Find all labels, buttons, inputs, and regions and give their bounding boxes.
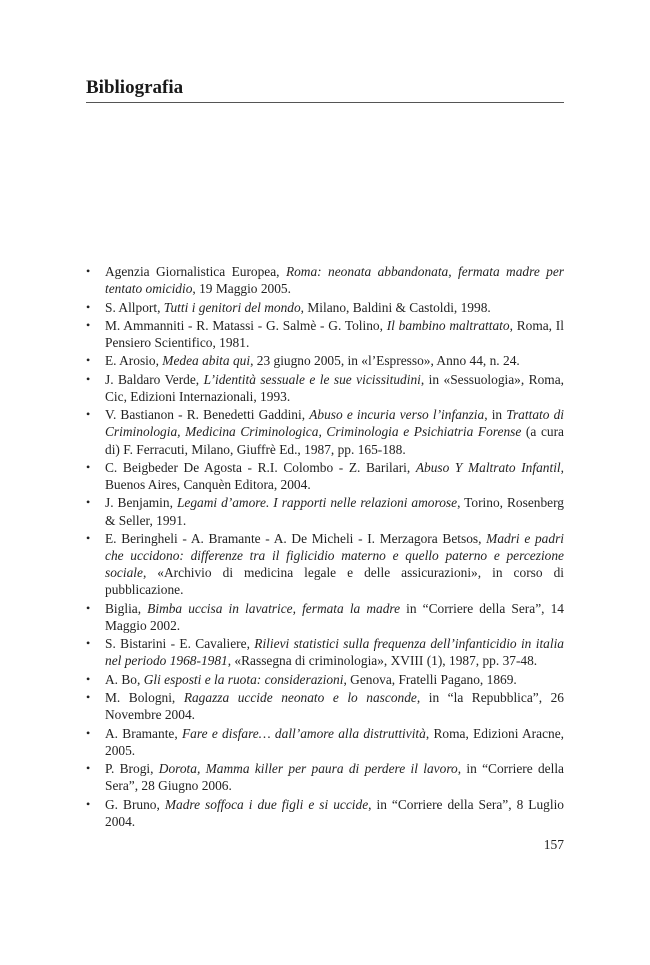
bib-entry bbox=[86, 406, 564, 458]
bullet-icon: • bbox=[86, 264, 91, 278]
bib-entry bbox=[86, 530, 564, 599]
bib-text: , Torino, Rosenberg & Seller, 1991. bbox=[105, 495, 565, 528]
bib-text: , Roma, Il Pensiero Scientifico, 1981. bbox=[105, 317, 564, 350]
bib-entry bbox=[86, 299, 564, 316]
bib-text: , «Rassegna di criminologia», XVIII (1), 1987, pp. 37-48. bbox=[227, 653, 538, 669]
bib-text: , in “Corriere della Sera”, 8 Luglio 2004. bbox=[105, 796, 564, 829]
bullet-icon: • bbox=[86, 725, 91, 740]
bib-text: , in “Corriere della Sera”, 28 Giugno 2006. bbox=[105, 761, 564, 794]
bib-title: Abuso e incuria verso l’infanzia bbox=[309, 407, 485, 423]
bib-title: Bimba uccisa in lavatrice, fermata la madre bbox=[147, 600, 401, 616]
bib-entry bbox=[86, 760, 564, 794]
bullet-icon: • bbox=[86, 796, 91, 811]
bib-entry bbox=[86, 689, 564, 723]
bib-text: Biglia, bbox=[105, 600, 148, 616]
bib-text: , in bbox=[484, 407, 507, 423]
bib-title: Roma: neonata abbandonata, fermata madre per tentato omicidio bbox=[105, 264, 565, 297]
bib-text: , Roma, Edizioni Aracne, 2005. bbox=[105, 725, 565, 758]
title-rule bbox=[86, 102, 564, 103]
bib-entry bbox=[86, 796, 564, 830]
bullet-icon: • bbox=[86, 407, 91, 422]
bib-text: in “Corriere della Sera”, 14 Maggio 2002. bbox=[105, 600, 564, 633]
bib-entry bbox=[86, 600, 564, 634]
bullet-icon: • bbox=[86, 371, 91, 386]
bullet-icon: • bbox=[86, 600, 91, 615]
page-title: Bibliografia bbox=[86, 77, 184, 98]
bib-text: P. Brogi, bbox=[105, 761, 159, 776]
bib-text: E. Beringheli - A. Bramante - A. De Micheli - I. Merzagora Betsos, bbox=[105, 530, 487, 546]
bib-text: A. Bramante, bbox=[105, 725, 182, 741]
bib-text: , 19 Maggio 2005. bbox=[192, 281, 291, 297]
bib-entry bbox=[86, 263, 564, 297]
bib-title: Ragazza uccide neonato e lo nasconde bbox=[183, 690, 417, 705]
bib-text: S. Bistarini - E. Cavaliere, bbox=[105, 636, 255, 652]
bib-text: , in «Sessuologia», Roma, Cic, Edizioni Internazionali, 1993. bbox=[105, 371, 564, 404]
bib-text: J. Baldaro Verde, bbox=[105, 371, 204, 387]
bullet-icon: • bbox=[86, 761, 91, 775]
bib-title: Dorota, Mamma killer per paura di perdere il lavoro bbox=[158, 761, 458, 776]
bib-entry bbox=[86, 635, 564, 669]
bib-title: Il bambino maltrattato bbox=[386, 317, 510, 333]
bullet-icon: • bbox=[86, 353, 91, 368]
bullet-icon: • bbox=[86, 299, 91, 314]
bib-entry bbox=[86, 371, 564, 405]
bib-title: Madri e padri che uccidono: differenze tra il figlicidio materno e quello paterno e percezione sociale bbox=[105, 530, 564, 581]
bib-title: Fare e disfare… dall’amore alla distruttività bbox=[182, 725, 426, 741]
bib-title: Trattato di Criminologia, Medicina Criminologica, Criminologia e Psichiatria Forense bbox=[105, 407, 564, 440]
bib-text: M. Ammanniti - R. Matassi - G. Salmè - G. Tolino, bbox=[105, 317, 387, 333]
bib-text: , in “la Repubblica”, 26 Novembre 2004. bbox=[105, 690, 564, 723]
bullet-icon: • bbox=[86, 636, 91, 651]
bib-text: V. Bastianon - R. Benedetti Gaddini, bbox=[105, 407, 310, 423]
bullet-icon: • bbox=[86, 317, 91, 332]
bib-text: Agenzia Giornalistica Europea, bbox=[105, 264, 286, 279]
bib-text: , Milano, Baldini & Castoldi, 1998. bbox=[300, 299, 491, 315]
bullet-icon: • bbox=[86, 530, 91, 545]
bib-title: Abuso Y Maltrato Infantil bbox=[415, 459, 561, 475]
bib-title: Rilievi statistici sulla frequenza dell’infanticidio in italia nel periodo 1968-1981 bbox=[105, 636, 564, 669]
bib-entry bbox=[86, 317, 564, 351]
page-number: 157 bbox=[543, 837, 564, 852]
bib-text: (a cura di) F. Ferracuti, Milano, Giuffrè Ed., 1987, pp. 165-188. bbox=[105, 424, 564, 457]
bib-entry bbox=[86, 671, 564, 688]
bib-text: A. Bo, bbox=[105, 671, 144, 687]
bib-title: Madre soffoca i due figli e si uccide bbox=[164, 796, 369, 812]
bib-title: Medea abita qui bbox=[162, 353, 251, 369]
bib-text: J. Benjamin, bbox=[105, 495, 177, 511]
bib-text: , Buenos Aires, Canquèn Editora, 2004. bbox=[105, 459, 564, 492]
bib-title: Legami d’amore. I rapporti nelle relazioni amorose bbox=[176, 495, 458, 511]
bib-text: , «Archivio di medicina legale e delle assicurazioni», in corso di pubblicazione. bbox=[105, 565, 564, 598]
bullet-icon: • bbox=[86, 459, 91, 474]
bib-text: G. Bruno, bbox=[105, 796, 165, 812]
bib-text: , 23 giugno 2005, in «l’Espresso», Anno 44, n. 24. bbox=[250, 353, 520, 369]
bib-text: C. Beigbeder De Agosta - R.I. Colombo - Z. Barilari, bbox=[105, 459, 416, 475]
bib-text: E. Arosio, bbox=[105, 353, 163, 369]
bibliography-list bbox=[86, 263, 564, 831]
bullet-icon: • bbox=[86, 495, 91, 510]
bib-text: S. Allport, bbox=[105, 299, 164, 315]
bib-text: , Genova, Fratelli Pagano, 1869. bbox=[343, 671, 517, 687]
bib-title: L’identità sessuale e le sue vicissitudini bbox=[203, 371, 421, 387]
bib-entry bbox=[86, 725, 564, 759]
bib-entry bbox=[86, 352, 564, 369]
bullet-icon: • bbox=[86, 671, 91, 686]
bib-entry bbox=[86, 459, 564, 493]
bullet-icon: • bbox=[86, 690, 91, 704]
bib-title: Gli esposti e la ruota: considerazioni bbox=[143, 671, 344, 687]
bib-text: M. Bologni, bbox=[105, 690, 184, 705]
bib-entry bbox=[86, 494, 564, 528]
bib-title: Tutti i genitori del mondo bbox=[163, 299, 301, 315]
